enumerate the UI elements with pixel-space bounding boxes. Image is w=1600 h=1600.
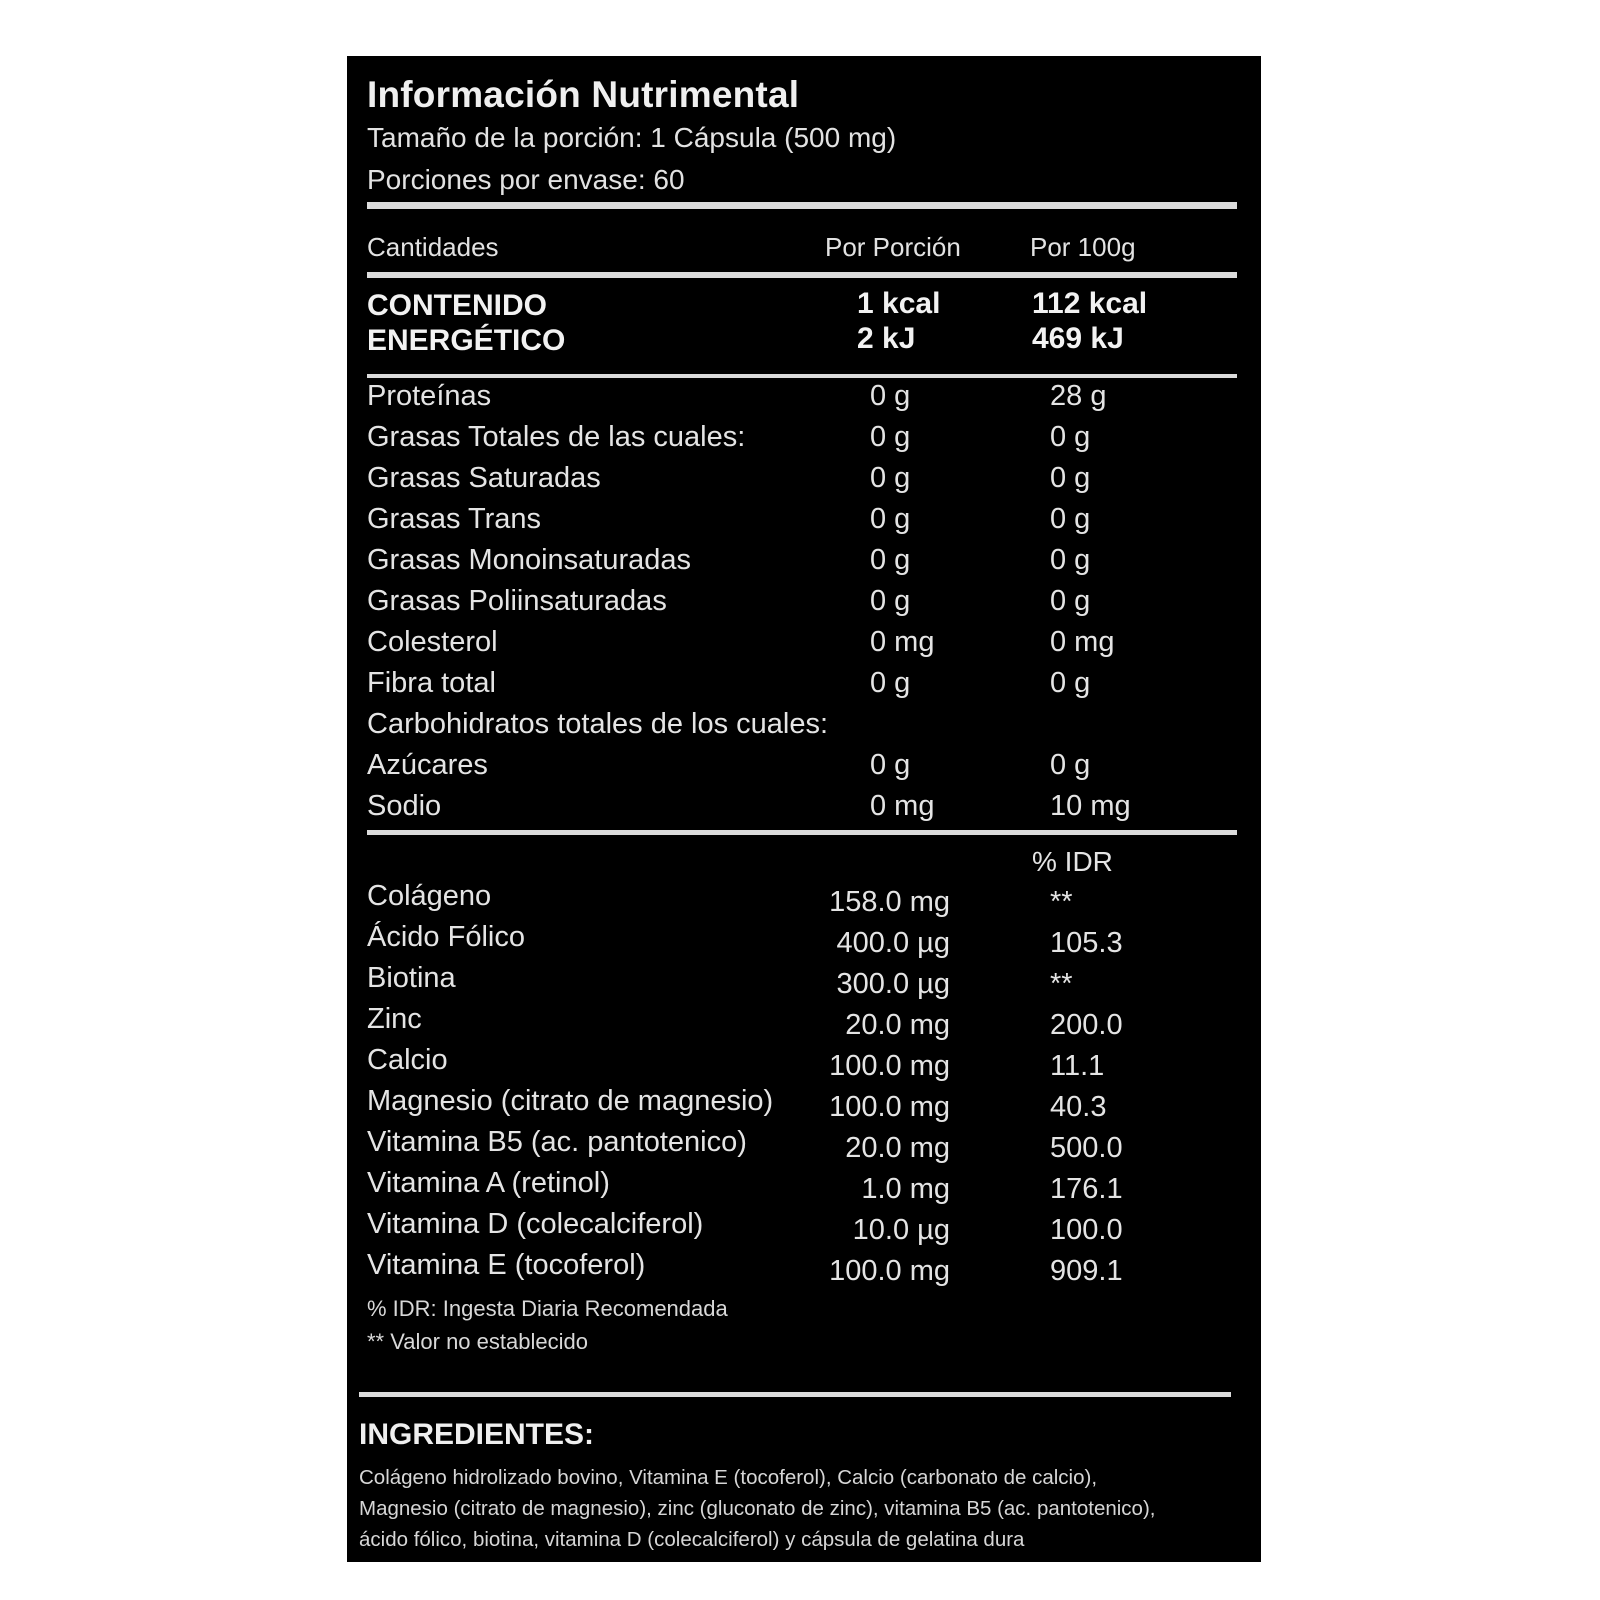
nutrient-per-serving: 0 g xyxy=(870,544,911,576)
micronutrient-row xyxy=(367,921,1237,963)
nutrient-per-serving: 0 g xyxy=(870,585,911,617)
nutrient-per-serving: 0 g xyxy=(870,503,911,535)
micronutrient-row xyxy=(367,962,1237,1004)
micronutrient-idr: 40.3 xyxy=(1050,1091,1107,1123)
column-header-name: Cantidades xyxy=(367,232,499,262)
micronutrient-idr: 200.0 xyxy=(1050,1009,1123,1041)
footnote-idr: % IDR: Ingesta Diaria Recomendada xyxy=(367,1296,728,1321)
micronutrient-name: Colágeno xyxy=(367,880,492,912)
micronutrient-idr: 176.1 xyxy=(1050,1173,1123,1205)
nutrient-row xyxy=(367,421,1237,463)
energy-per-100g-kj: 469 kJ xyxy=(1032,322,1124,355)
nutrient-per-100g: 0 g xyxy=(1050,503,1091,535)
energy-divider xyxy=(367,374,1237,378)
micronutrient-amount: 158.0 mg xyxy=(829,886,950,918)
nutrient-row xyxy=(367,544,1237,586)
micronutrient-amount: 100.0 mg xyxy=(829,1255,950,1287)
micronutrient-name: Ácido Fólico xyxy=(367,921,525,953)
nutrients-divider xyxy=(367,830,1237,835)
micronutrient-idr: ** xyxy=(1050,886,1073,918)
nutrient-per-serving: 0 g xyxy=(870,462,911,494)
nutrient-per-100g: 28 g xyxy=(1050,380,1107,412)
nutrient-row xyxy=(367,462,1237,504)
nutrient-name: Sodio xyxy=(367,790,442,822)
micronutrient-idr: 500.0 xyxy=(1050,1132,1123,1164)
micronutrient-row xyxy=(367,1003,1237,1045)
energy-label xyxy=(367,288,565,358)
nutrient-row xyxy=(367,503,1237,545)
micronutrient-amount: 1.0 mg xyxy=(861,1173,950,1205)
nutrient-name: Grasas Poliinsaturadas xyxy=(367,585,667,617)
ingredients-line: Magnesio (citrato de magnesio), zinc (gluconato de zinc), vitamina B5 (ac. pantotenico), xyxy=(359,1497,1156,1520)
ingredients-line: Colágeno hidrolizado bovino, Vitamina E (tocoferol), Calcio (carbonato de calcio), xyxy=(359,1466,1098,1489)
nutrient-per-100g: 0 g xyxy=(1050,749,1091,781)
nutrient-per-100g: 0 g xyxy=(1050,462,1091,494)
column-header-per-100g: Por 100g xyxy=(1030,232,1136,262)
micronutrient-amount: 100.0 mg xyxy=(829,1050,950,1082)
micronutrient-name: Vitamina A (retinol) xyxy=(367,1167,610,1199)
nutrient-per-serving: 0 g xyxy=(870,749,911,781)
micronutrient-row xyxy=(367,880,1237,922)
micronutrient-idr: 105.3 xyxy=(1050,927,1123,959)
nutrient-per-serving: 0 mg xyxy=(870,626,935,658)
ingredients-divider xyxy=(359,1392,1231,1397)
micronutrient-amount: 300.0 µg xyxy=(836,968,950,1000)
nutrient-name: Grasas Saturadas xyxy=(367,462,601,494)
energy-label-line1: CONTENIDO xyxy=(367,289,547,322)
micronutrient-amount: 400.0 µg xyxy=(836,927,950,959)
top-thick-divider xyxy=(367,202,1237,209)
micronutrient-amount: 10.0 µg xyxy=(852,1214,950,1246)
micronutrient-idr: ** xyxy=(1050,968,1073,1000)
ingredients-title: INGREDIENTES: xyxy=(359,1418,595,1451)
nutrient-per-100g: 0 g xyxy=(1050,421,1091,453)
energy-label-line2: ENERGÉTICO xyxy=(367,324,566,357)
nutrient-per-100g: 0 mg xyxy=(1050,626,1115,658)
footnote-not-established: ** Valor no establecido xyxy=(367,1329,588,1354)
ingredients-line: ácido fólico, biotina, vitamina D (colecalciferol) y cápsula de gelatina dura xyxy=(359,1528,1025,1551)
micronutrient-amount: 20.0 mg xyxy=(845,1009,950,1041)
micronutrient-amount: 20.0 mg xyxy=(845,1132,950,1164)
label-title: Información Nutrimental xyxy=(367,74,800,115)
nutrient-name: Proteínas xyxy=(367,380,492,412)
nutrient-row xyxy=(367,667,1237,709)
nutrient-name: Carbohidratos totales de los cuales: xyxy=(367,708,829,740)
micronutrient-row xyxy=(367,1167,1237,1209)
nutrient-name: Grasas Trans xyxy=(367,503,542,535)
micronutrient-name: Vitamina D (colecalciferol) xyxy=(367,1208,704,1240)
nutrient-row xyxy=(367,380,1237,422)
nutrition-facts-panel xyxy=(347,56,1261,1562)
servings-per-container: Porciones por envase: 60 xyxy=(367,164,685,195)
nutrient-name: Azúcares xyxy=(367,749,488,781)
nutrient-per-serving: 0 g xyxy=(870,380,911,412)
nutrient-name: Grasas Monoinsaturadas xyxy=(367,544,691,576)
micronutrient-name: Vitamina B5 (ac. pantotenico) xyxy=(367,1126,747,1158)
micronutrient-name: Biotina xyxy=(367,962,456,994)
ingredients-text xyxy=(359,1462,1249,1555)
nutrient-per-100g: 10 mg xyxy=(1050,790,1131,822)
micronutrient-row xyxy=(367,1085,1237,1127)
serving-size: Tamaño de la porción: 1 Cápsula (500 mg) xyxy=(367,122,897,153)
micronutrient-idr: 909.1 xyxy=(1050,1255,1123,1287)
column-header-per-serving: Por Porción xyxy=(825,232,961,262)
micronutrient-name: Calcio xyxy=(367,1044,448,1076)
micronutrient-row xyxy=(367,1126,1237,1168)
micronutrient-row xyxy=(367,1208,1237,1250)
nutrient-name: Grasas Totales de las cuales: xyxy=(367,421,746,453)
nutrient-row xyxy=(367,708,1237,750)
energy-per-serving xyxy=(857,286,940,356)
micronutrient-amount: 100.0 mg xyxy=(829,1091,950,1123)
nutrient-name: Colesterol xyxy=(367,626,498,658)
micronutrient-name: Zinc xyxy=(367,1003,422,1035)
header-divider xyxy=(367,272,1237,278)
micronutrient-idr: 11.1 xyxy=(1050,1050,1105,1082)
nutrient-row xyxy=(367,790,1237,832)
energy-per-100g-kcal: 112 kcal xyxy=(1032,287,1148,320)
energy-per-100g xyxy=(1032,286,1147,356)
nutrient-per-serving: 0 g xyxy=(870,421,911,453)
energy-per-serving-kj: 2 kJ xyxy=(857,322,916,355)
micronutrient-name: Magnesio (citrato de magnesio) xyxy=(367,1085,774,1117)
nutrient-row xyxy=(367,749,1237,791)
nutrient-per-100g: 0 g xyxy=(1050,667,1091,699)
micronutrient-name: Vitamina E (tocoferol) xyxy=(367,1249,646,1281)
nutrient-per-serving: 0 mg xyxy=(870,790,935,822)
nutrient-name: Fibra total xyxy=(367,667,496,699)
nutrient-per-100g: 0 g xyxy=(1050,544,1091,576)
nutrient-per-serving: 0 g xyxy=(870,667,911,699)
nutrient-row xyxy=(367,585,1237,627)
micronutrient-row xyxy=(367,1044,1237,1086)
nutrient-per-100g: 0 g xyxy=(1050,585,1091,617)
energy-per-serving-kcal: 1 kcal xyxy=(857,287,941,320)
micronutrient-row xyxy=(367,1249,1237,1291)
micronutrient-idr: 100.0 xyxy=(1050,1214,1123,1246)
idr-header: % IDR xyxy=(1032,846,1113,877)
nutrient-row xyxy=(367,626,1237,668)
